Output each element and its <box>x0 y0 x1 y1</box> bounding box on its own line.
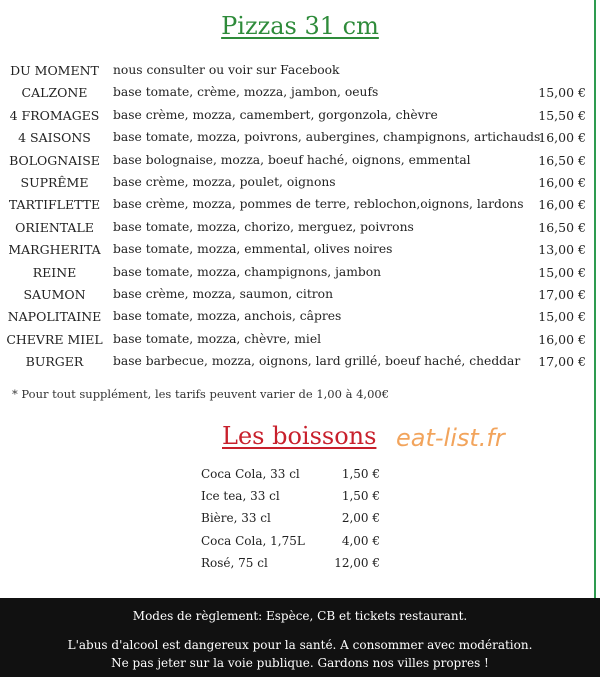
supplement-note: * Pour tout supplément, les tarifs peuvent varier de 1,00 à 4,00€ <box>12 387 390 401</box>
pizza-price: 13,00 € <box>538 242 586 258</box>
pizza-name: BOLOGNAISE <box>9 152 100 168</box>
drink-name: Bière, 33 cl <box>201 511 271 526</box>
pizza-price: 16,00 € <box>538 331 586 347</box>
pizza-name: MARGHERITA <box>8 242 101 258</box>
pizza-price: 16,00 € <box>538 130 586 146</box>
drinks-section-title-text: Les boissons <box>222 422 377 450</box>
pizza-price: 16,00 € <box>538 174 586 190</box>
menu-row <box>0 262 600 284</box>
pizza-name: BURGER <box>25 354 84 370</box>
pizza-price: 15,00 € <box>538 264 586 280</box>
drink-row <box>0 554 600 576</box>
drink-name: Coca Cola, 33 cl <box>201 467 300 481</box>
pizza-price: 15,50 € <box>538 107 586 123</box>
pizza-description: base bolognaise, mozza, boeuf haché, oignons, emmental <box>113 152 471 167</box>
menu-row <box>0 239 600 261</box>
pizza-price: 17,00 € <box>538 354 586 370</box>
pizza-description: base barbecue, mozza, oignons, lard grillé, boeuf haché, cheddar <box>113 354 521 369</box>
drink-name: Ice tea, 33 cl <box>201 489 280 504</box>
menu-row <box>0 60 600 82</box>
pizza-name: 4 FROMAGES <box>9 107 100 123</box>
pizza-description: nous consulter ou voir sur Facebook <box>113 63 340 77</box>
pizza-description: base tomate, mozza, anchois, câpres <box>113 309 342 324</box>
pizza-description: base tomate, mozza, chèvre, miel <box>113 331 322 346</box>
drink-price: 1,50 € <box>341 467 380 481</box>
drink-price: 12,00 € <box>334 555 380 570</box>
pizza-description: base tomate, mozza, chorizo, merguez, poivrons <box>113 219 414 234</box>
menu-row <box>0 329 600 351</box>
menu-row <box>0 127 600 149</box>
page-title-text: Pizzas 31 cm <box>221 12 379 40</box>
menu-row <box>0 194 600 216</box>
pizza-name: NAPOLITAINE <box>7 309 102 325</box>
drink-price: 1,50 € <box>341 489 380 504</box>
drink-row <box>0 487 600 509</box>
pizza-description: base tomate, mozza, emmental, olives noires <box>113 242 393 257</box>
pizza-name: REINE <box>32 264 77 280</box>
menu-row <box>0 306 600 328</box>
watermark: eat-list.fr <box>396 424 505 452</box>
pizza-name: CALZONE <box>21 85 88 101</box>
drink-price: 2,00 € <box>341 511 380 526</box>
menu-row <box>0 150 600 172</box>
page-title <box>0 12 600 40</box>
alcohol-warning-text: L'abus d'alcool est dangereux pour la santé. A consommer avec modération. <box>67 638 533 652</box>
menu-row <box>0 284 600 306</box>
pizza-description: base crème, mozza, saumon, citron <box>113 286 333 301</box>
pizza-description: base crème, mozza, poulet, oignons <box>113 174 336 189</box>
pizza-menu <box>0 60 600 373</box>
pizza-name: TARTIFLETTE <box>8 197 101 213</box>
pizza-description: base crème, mozza, camembert, gorgonzola, chèvre <box>113 107 438 122</box>
drink-row <box>0 465 600 487</box>
drink-price: 4,00 € <box>341 533 380 548</box>
pizza-name: SUPRÊME <box>20 174 89 190</box>
payment-methods-text: Modes de règlement: Espèce, CB et tickets restaurant. <box>132 609 468 623</box>
menu-row <box>0 82 600 104</box>
drink-row <box>0 532 600 554</box>
menu-row <box>0 351 600 373</box>
drink-row <box>0 509 600 531</box>
pizza-price: 16,00 € <box>538 197 586 213</box>
pizza-description: base crème, mozza, pommes de terre, reblochon,oignons, lardons <box>113 197 524 212</box>
pizza-price: 15,00 € <box>538 309 586 325</box>
pizza-description: base tomate, mozza, champignons, jambon <box>113 264 382 279</box>
pizza-price: 15,00 € <box>538 85 586 101</box>
footer-banner <box>0 598 600 677</box>
pizza-description: base tomate, crème, mozza, jambon, oeufs <box>113 85 379 100</box>
pizza-price: 17,00 € <box>538 286 586 302</box>
menu-row <box>0 105 600 127</box>
pizza-name: SAUMON <box>23 286 86 302</box>
litter-notice-text: Ne pas jeter sur la voie publique. Gardons nos villes propres ! <box>111 656 489 670</box>
drinks-list <box>0 465 600 576</box>
drink-name: Coca Cola, 1,75L <box>201 533 305 548</box>
menu-row <box>0 172 600 194</box>
drink-name: Rosé, 75 cl <box>201 555 268 570</box>
pizza-name: DU MOMENT <box>10 63 99 78</box>
menu-row <box>0 217 600 239</box>
pizza-name: 4 SAISONS <box>18 130 91 146</box>
pizza-price: 16,50 € <box>538 219 586 235</box>
pizza-name: CHEVRE MIEL <box>6 331 103 347</box>
pizza-name: ORIENTALE <box>15 219 94 235</box>
drinks-section-title <box>222 422 376 450</box>
pizza-price: 16,50 € <box>538 152 586 168</box>
pizza-description: base tomate, mozza, poivrons, aubergines, champignons, artichauds <box>113 130 541 145</box>
